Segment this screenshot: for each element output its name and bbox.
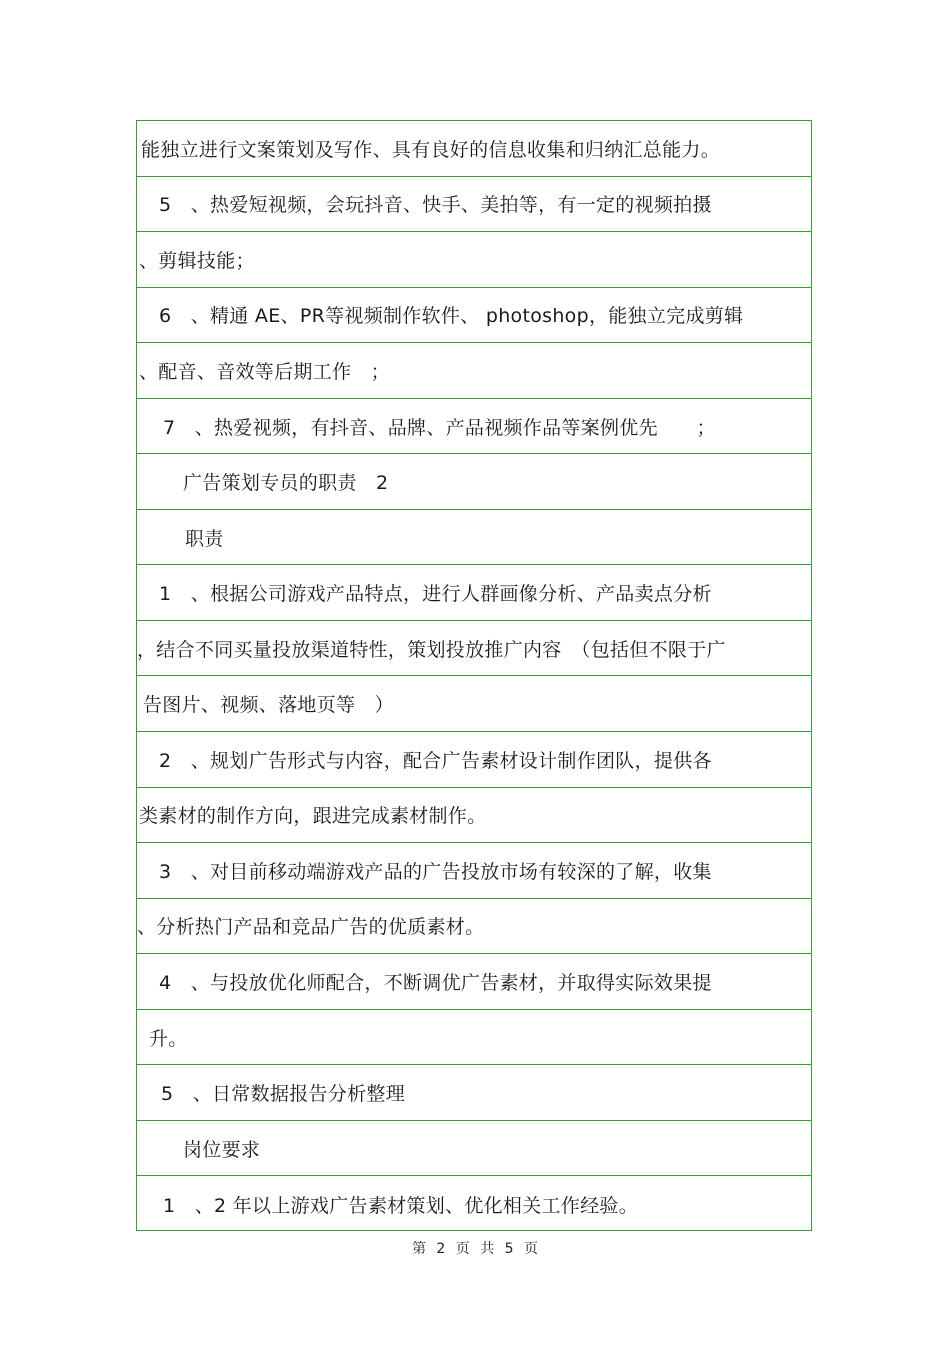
row-text: 3 、对目前移动端游戏产品的广告投放市场有较深的了解，收集 [159, 860, 712, 883]
table-row [137, 843, 811, 899]
row-text: 、分析热门产品和竞品广告的优质素材。 [137, 916, 485, 939]
row-text: 岗位要求 [183, 1138, 261, 1161]
row-text: 类素材的制作方向，跟进完成素材制作。 [139, 805, 487, 828]
row-text: 能独立进行文案策划及写作、具有良好的信息收集和归纳汇总能力。 [141, 138, 721, 161]
footer-page-word: 页 [455, 1241, 470, 1257]
table-row [137, 621, 811, 677]
table-row [137, 454, 811, 510]
table-row [137, 1121, 811, 1177]
table-row [137, 288, 811, 344]
row-text: 1 、根据公司游戏产品特点，进行人群画像分析、产品卖点分析 [159, 583, 712, 606]
table-row [137, 232, 811, 288]
row-text: 2 、规划广告形式与内容，配合广告素材设计制作团队，提供各 [159, 749, 712, 772]
row-text: 升。 [149, 1027, 188, 1050]
row-text: 6 、精通 AE、PR等视频制作软件、 photoshop，能独立完成剪辑 [159, 305, 744, 328]
row-text: 4 、与投放优化师配合，不断调优广告素材，并取得实际效果提 [159, 971, 712, 994]
row-text: ，结合不同买量投放渠道特性，策划投放推广内容 （包括但不限于广 [137, 638, 726, 661]
row-text: 广告策划专员的职责 2 [183, 472, 389, 495]
table-row [137, 565, 811, 621]
content-table [136, 120, 812, 1231]
footer-suffix: 页 [524, 1241, 539, 1257]
table-row [137, 343, 811, 399]
table-row [137, 1010, 811, 1066]
table-row [137, 121, 811, 177]
row-text: 1 、2 年以上游戏广告素材策划、优化相关工作经验。 [163, 1194, 639, 1217]
current-page-number: 2 [436, 1241, 446, 1257]
total-pages-number: 5 [504, 1241, 514, 1257]
table-row [137, 1065, 811, 1121]
table-row [137, 732, 811, 788]
row-text: 7 、热爱视频，有抖音、品牌、产品视频作品等案例优先 ； [163, 416, 716, 439]
table-row [137, 788, 811, 844]
footer-prefix: 第 [411, 1241, 426, 1257]
table-row [137, 399, 811, 455]
row-text: 告图片、视频、落地页等 ） [143, 694, 394, 717]
table-row [137, 1176, 811, 1232]
row-text: 5 、热爱短视频，会玩抖音、快手、美拍等，有一定的视频拍摄 [159, 194, 712, 217]
table-row [137, 510, 811, 566]
table-row [137, 676, 811, 732]
row-text: 、剪辑技能； [139, 249, 255, 272]
table-row [137, 899, 811, 955]
table-row [137, 177, 811, 233]
footer-total-word: 共 [480, 1241, 495, 1257]
table-row [137, 954, 811, 1010]
row-text: 5 、日常数据报告分析整理 [161, 1083, 405, 1106]
row-text: 、配音、音效等后期工作 ； [139, 360, 390, 383]
page-footer [0, 1238, 950, 1258]
row-text: 职责 [185, 527, 224, 550]
